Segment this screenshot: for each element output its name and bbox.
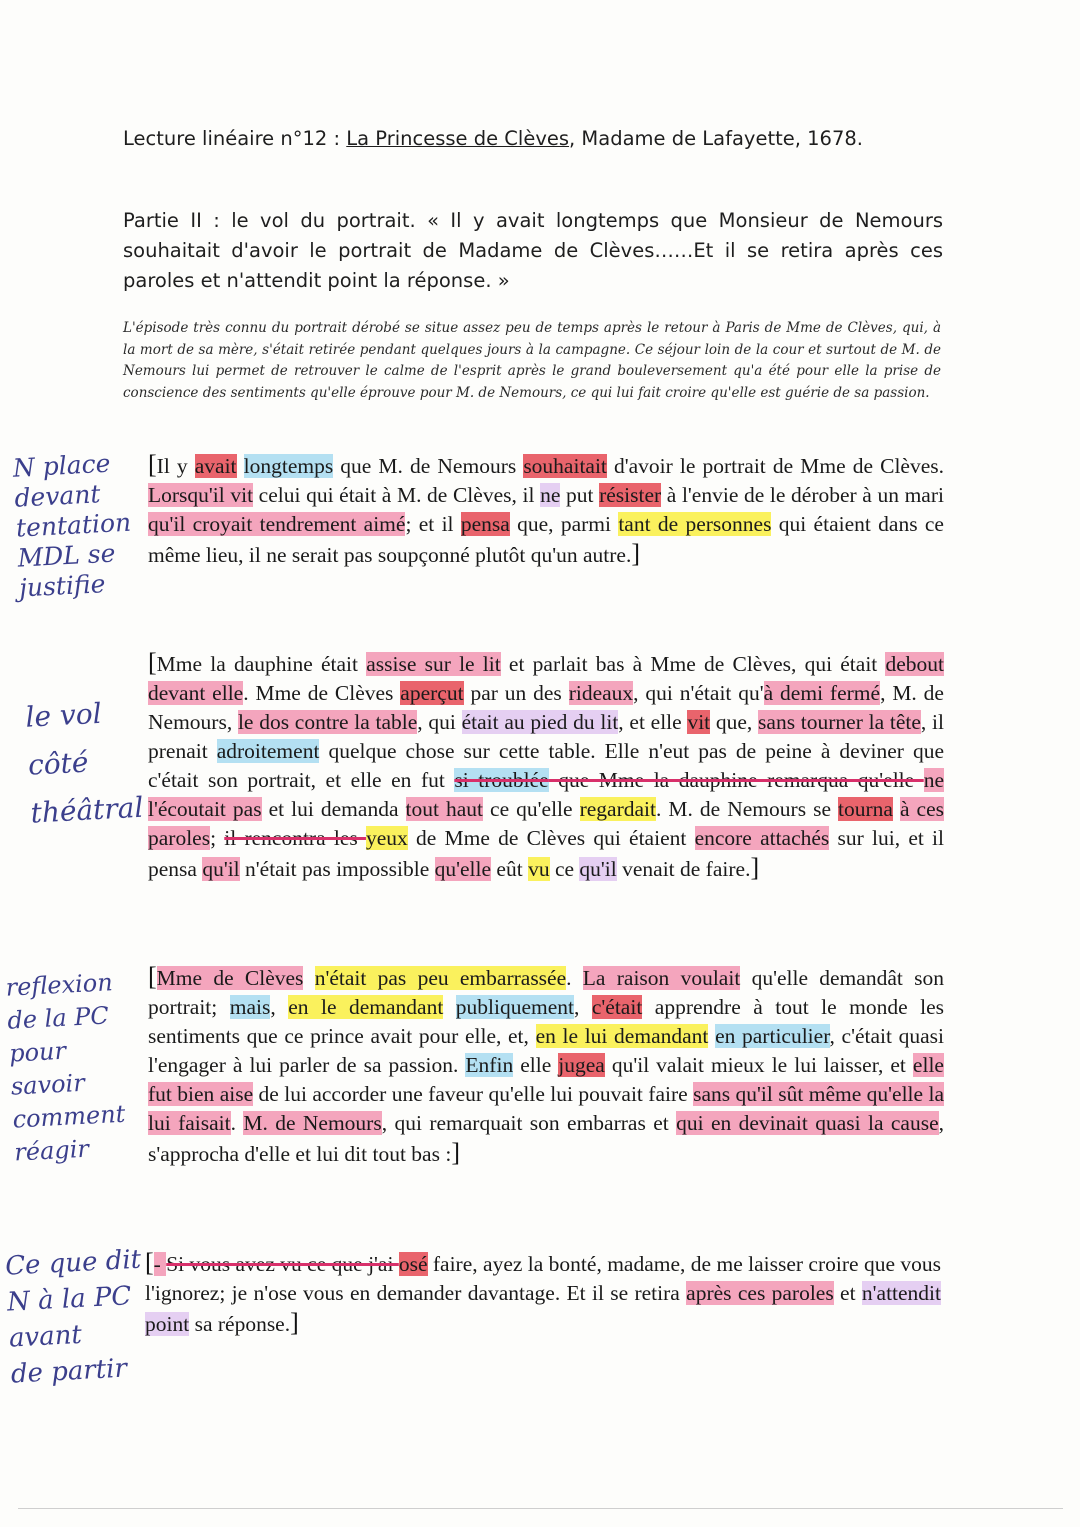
highlight: n'attendit point — [145, 1281, 942, 1336]
highlight: souhaitait — [523, 454, 607, 478]
highlight: qu'elle — [434, 857, 492, 881]
highlight: en le lui demandant — [535, 1024, 709, 1048]
title-author-date: , Madame de Lafayette, 1678. — [569, 127, 863, 150]
highlight: sans tourner la tête — [758, 710, 921, 734]
open-bracket: [ — [148, 962, 157, 991]
close-bracket: ] — [750, 853, 760, 882]
part-heading: Partie II : le vol du portrait. « Il y avait longtemps que Monsieur de Nemours souhaitait d'avoir le portrait de Madame de Clèves……Et il se retira après ces paroles et n'attendit point la réponse. » — [123, 209, 943, 292]
highlight: yeux — [365, 826, 408, 850]
highlight: ne l'écoutait pas — [148, 768, 945, 821]
highlight: mais — [229, 995, 271, 1019]
highlight: si troublée — [454, 768, 549, 792]
highlight: encore attachés — [694, 826, 830, 850]
highlight: après ces paroles — [686, 1281, 834, 1305]
highlight: en particulier — [715, 1024, 830, 1048]
close-bracket: ] — [290, 1308, 299, 1337]
title-prefix: Lecture linéaire n°12 : — [123, 127, 347, 150]
open-bracket: [ — [145, 1248, 154, 1277]
passage-paragraph-2: [Mme la dauphine était assise sur le lit et parlait bas à Mme de Clèves, qui était debout devant elle. Mme de Clèves aperçut par un des rideaux, qui n'était qu'à demi fermé, M. de Nemours, le dos contre la table, qui était au pied du lit, et elle vit que, sans tourner la tête, il prenait adroitement quelque chose sur cette table. Elle n'eut pas de peine à deviner que c'était son portrait, et elle en fut si troublée que Mme la dauphine remarqua qu'elle ne l'écoutait pas et lui demanda tout haut ce qu'elle regardait. M. de Nemours se tourna à ces paroles; il rencontra les yeux de Mme de Clèves qui étaient encore attachés sur lui, et il pensa qu'il n'était pas impossible qu'elle eût vu ce qu'il venait de faire.] — [148, 648, 945, 882]
passage-paragraph-3: [Mme de Clèves n'était pas peu embarrassée. La raison voulait qu'elle demandât son portrait; mais, en le demandant publiquement, c'était apprendre à tout le monde les sentiments que ce prince avait pour elle, et, en le lui demandant en particulier, c'était quasi l'engager à lui parler de sa passion. Enfin elle jugea qu'il valait mieux le lui laisser, et elle fut bien aise de lui accorder une faveur qu'elle lui pouvait faire sans qu'il sût même qu'elle la lui faisait. M. de Nemours, qui remarquait son embarras et qui en devinait quasi la cause, s'approcha d'elle et lui dit tout bas :] — [148, 962, 945, 1167]
highlight: debout devant elle — [148, 652, 944, 705]
margin-note-3: reflexion de la PC pour savoir comment réagir — [5, 968, 126, 1167]
book-title: La Princesse de Clèves — [346, 127, 570, 150]
highlight: tout haut — [405, 797, 484, 821]
highlight: Mme de Clèves — [156, 966, 304, 990]
highlight: tourna — [838, 797, 893, 821]
highlight: longtemps — [243, 454, 334, 478]
highlight: regardait — [579, 797, 656, 821]
highlight: résister — [599, 483, 662, 507]
intro-paragraph: L'épisode très connu du portrait dérobé se situe assez peu de temps après le retour à Paris de Mme de Clèves, qui, à la mort de sa mère, s'était retirée pendant quelques jours à la campagne. Ce séjour loin de la cour et surtout de M. de Nemours lui permet de retrouver le calme de l'esprit après le grand bouleversement qu'a été pour elle la prise de conscience des sentiments qu'elle éprouve pour M. de Nemours, ce qui lui fait croire qu'elle est guérie de sa passion. — [123, 320, 941, 401]
highlight: n'était pas peu embarrassée — [314, 966, 567, 990]
highlight: ne — [540, 483, 561, 507]
highlight: elle fut bien aise — [148, 1053, 944, 1106]
margin-note-4: Ce que dit N à la PC avant de partir — [4, 1244, 142, 1390]
highlight: assise sur le lit — [366, 652, 501, 676]
highlight: était au pied du lit — [461, 710, 619, 734]
highlight: qu'il — [579, 857, 617, 881]
highlight: qu'il croyait tendrement aimé — [148, 512, 406, 536]
highlight: tant de personnes — [618, 512, 772, 536]
highlight: rideaux — [568, 681, 634, 705]
highlight: aperçut — [400, 681, 464, 705]
document-title — [123, 124, 943, 154]
highlight: c'était — [591, 995, 643, 1019]
open-bracket: [ — [148, 450, 157, 479]
highlight: La raison voulait — [582, 966, 741, 990]
highlight: publiquement — [455, 995, 575, 1019]
close-bracket: ] — [631, 539, 640, 568]
passage-paragraph-4: [- Si vous avez vu ce que j'ai osé faire, ayez la bonté, madame, de me laisser croire que vous l'ignorez; je n'ose vous en demander davantage. Et il se retira après ces paroles et n'attendit point sa réponse.] — [145, 1248, 942, 1337]
highlight: sans qu'il sût même qu'elle la lui faisait — [148, 1082, 944, 1135]
page-bottom-rule — [18, 1508, 1063, 1509]
highlight: M. de Nemours — [243, 1111, 382, 1135]
highlight: Lorsqu'il vit — [148, 483, 254, 507]
highlight: qui en devinait quasi la cause — [676, 1111, 939, 1135]
margin-note-2: le vol côté théâtral — [24, 696, 145, 830]
highlight: jugea — [558, 1053, 605, 1077]
highlight: avait — [194, 454, 237, 478]
highlight: en le demandant — [288, 995, 444, 1019]
margin-note-1: N place devant tentation MDL se justifie — [12, 448, 132, 603]
highlight: osé — [398, 1252, 428, 1276]
highlight: qu'il — [202, 857, 240, 881]
highlight: pensa — [460, 512, 510, 536]
passage-paragraph-1: [Il y avait longtemps que M. de Nemours souhaitait d'avoir le portrait de Mme de Clèves. Lorsqu'il vit celui qui était à M. de Clèves, il ne put résister à l'envie de le dérober à un mari qu'il croyait tendrement aimé; et il pensa que, parmi tant de personnes qui étaient dans ce même lieu, il ne serait pas soupçonné plutôt qu'un autre.] — [148, 450, 944, 568]
close-bracket: ] — [451, 1138, 460, 1167]
highlight: vit — [687, 710, 711, 734]
highlight: Enfin — [465, 1053, 514, 1077]
open-bracket: [ — [148, 648, 157, 677]
highlight: vu — [528, 857, 550, 881]
highlight: adroitement — [216, 739, 320, 763]
highlight: à ces paroles — [148, 797, 945, 850]
highlight: le dos contre la table — [237, 710, 418, 734]
highlight: à demi fermé — [763, 681, 881, 705]
highlight: - — [153, 1252, 167, 1276]
